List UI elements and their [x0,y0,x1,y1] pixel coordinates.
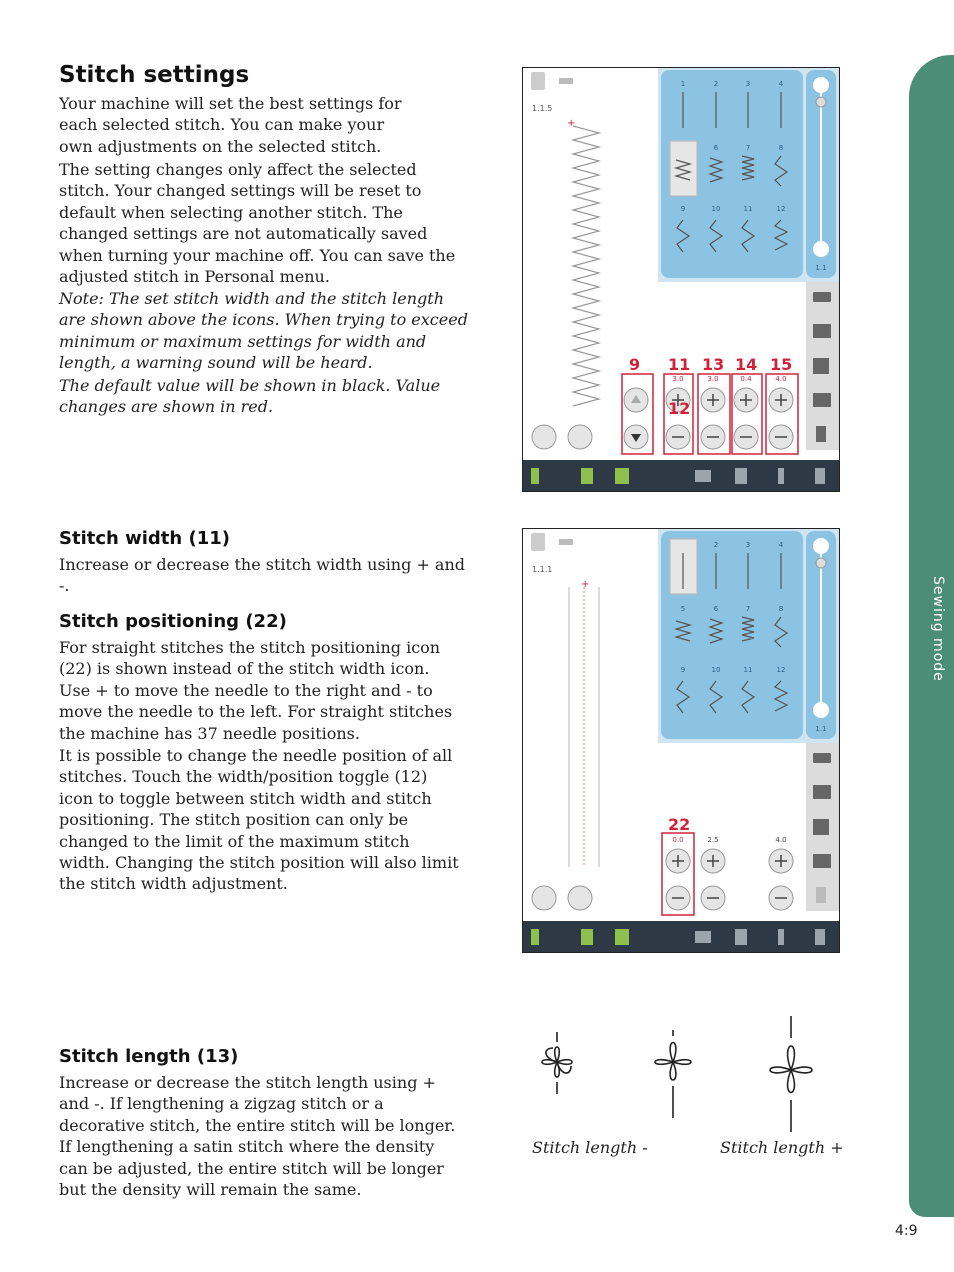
intro-note-1: Note: The set stitch width and the stitch length are shown above the icons. When trying to exceed minimum or maximum settings for width and length, a warning sound will be heard. [59,289,468,373]
grid-number-6: 6 [713,144,719,152]
stitch-length-illustration [525,1015,825,1135]
scroll-down-button [813,241,829,257]
flower-short-stitch [542,1032,572,1094]
stitch-width-heading: Stitch width (11) [59,528,230,549]
caption-stitch-length-minus: Stitch length - [532,1138,648,1157]
flower-long-stitch [770,1016,812,1132]
grid2-number-6: 6 [713,605,719,613]
grid-number-1: 1 [680,80,686,88]
stitch-preview-icon [559,78,573,84]
grid-number-9: 9 [680,205,686,213]
grid2-number-4: 4 [778,541,784,549]
grid-number-10: 10 [711,205,721,213]
scroll-value: 1.1 [815,264,827,272]
stitch-positioning-paragraph-2: It is possible to change the needle position of all stitches. Touch the width/position toggle (12) icon to toggle between stitch width and stitch positioning. The stitch position can only be changed to the limit of the maximum stitch width. Changing the stitch position will also limit the stitch width adjustment. [59,746,459,894]
flower-medium-stitch [655,1030,691,1118]
grid-number-12: 12 [776,205,786,213]
side-tab-label: Sewing mode [930,576,946,682]
grid2-number-10: 10 [711,666,721,674]
stitch-id: 1.1.5 [532,104,553,113]
value-length: 3.0 [707,375,719,383]
grid2-number-12: 12 [776,666,786,674]
value-position: 0.0 [672,836,684,844]
callout-15: 15 [770,355,793,374]
svg-text:+: + [567,118,576,129]
stitch-id-2: 1.1.1 [532,565,553,574]
stitch-length-text: Increase or decrease the stitch length using + and -. If lengthening a zigzag stitch or a decorative stitch, the entire stitch will be longer. If lengthening a satin stitch where the density can be adjusted, the entire stitch will be longer but the density will remain the same. [59,1073,456,1200]
callout-13: 13 [702,355,725,374]
intro-paragraph-1: Your machine will set the best settings for each selected stitch. You can make your own adjustments on the selected stitch. [59,94,402,156]
grid-number-11: 11 [743,205,753,213]
grid-number-7: 7 [745,144,751,152]
zigzag-stitch-preview [573,126,599,406]
intro-note-2: The default value will be shown in black. Value changes are shown in red. [59,376,441,417]
grid-number-4: 4 [778,80,784,88]
value-length-2: 2.5 [707,836,719,844]
grid-number-8: 8 [778,144,784,152]
callout-14: 14 [735,355,758,374]
callout-9: 9 [629,355,641,374]
grid2-number-5: 5 [680,605,686,613]
scroll-value-2: 1.1 [815,725,827,733]
page-number: 4:9 [895,1223,918,1239]
stitch-width-text: Increase or decrease the stitch width using + and -. [59,555,466,596]
grid2-number-8: 8 [778,605,784,613]
grid2-number-2: 2 [713,541,719,549]
value-pattern: 4.0 [775,375,787,383]
callout-11: 11 [668,355,691,374]
caption-stitch-length-plus: Stitch length + [720,1138,844,1157]
screen-stitch-positioning [522,528,840,953]
stitch-positioning-heading: Stitch positioning (22) [59,611,287,632]
callout-12: 12 [668,399,691,418]
stitch-length-heading: Stitch length (13) [59,1046,239,1067]
grid-number-3: 3 [745,80,751,88]
svg-text:+: + [581,579,590,590]
stitch-positioning-paragraph-1: For straight stitches the stitch positioning icon (22) is shown instead of the stitch width icon. Use + to move the needle to the right and - to move the needle to the left. For straight stitches the machine has 37 needle positions. [59,638,453,743]
value-pattern-2: 4.0 [775,836,787,844]
value-width: 3.0 [672,375,684,383]
callout-22: 22 [668,815,691,834]
scroll-up-button [813,77,829,93]
grid2-number-3: 3 [745,541,751,549]
grid-number-2: 2 [713,80,719,88]
intro-paragraph-2: The setting changes only affect the selected stitch. Your changed settings will be reset to default when selecting another stitch. The changed settings are not automatically saved when turning your machine off. You can save the adjusted stitch in Personal menu. [59,160,456,287]
stitch-menu-icon [531,72,545,90]
screen-stitch-width [522,67,840,492]
page-title: Stitch settings [59,62,250,88]
grid2-number-9: 9 [680,666,686,674]
grid2-number-7: 7 [745,605,751,613]
bottom-toolbar [523,460,839,491]
value-density: 0.4 [740,375,752,383]
grid2-number-11: 11 [743,666,753,674]
